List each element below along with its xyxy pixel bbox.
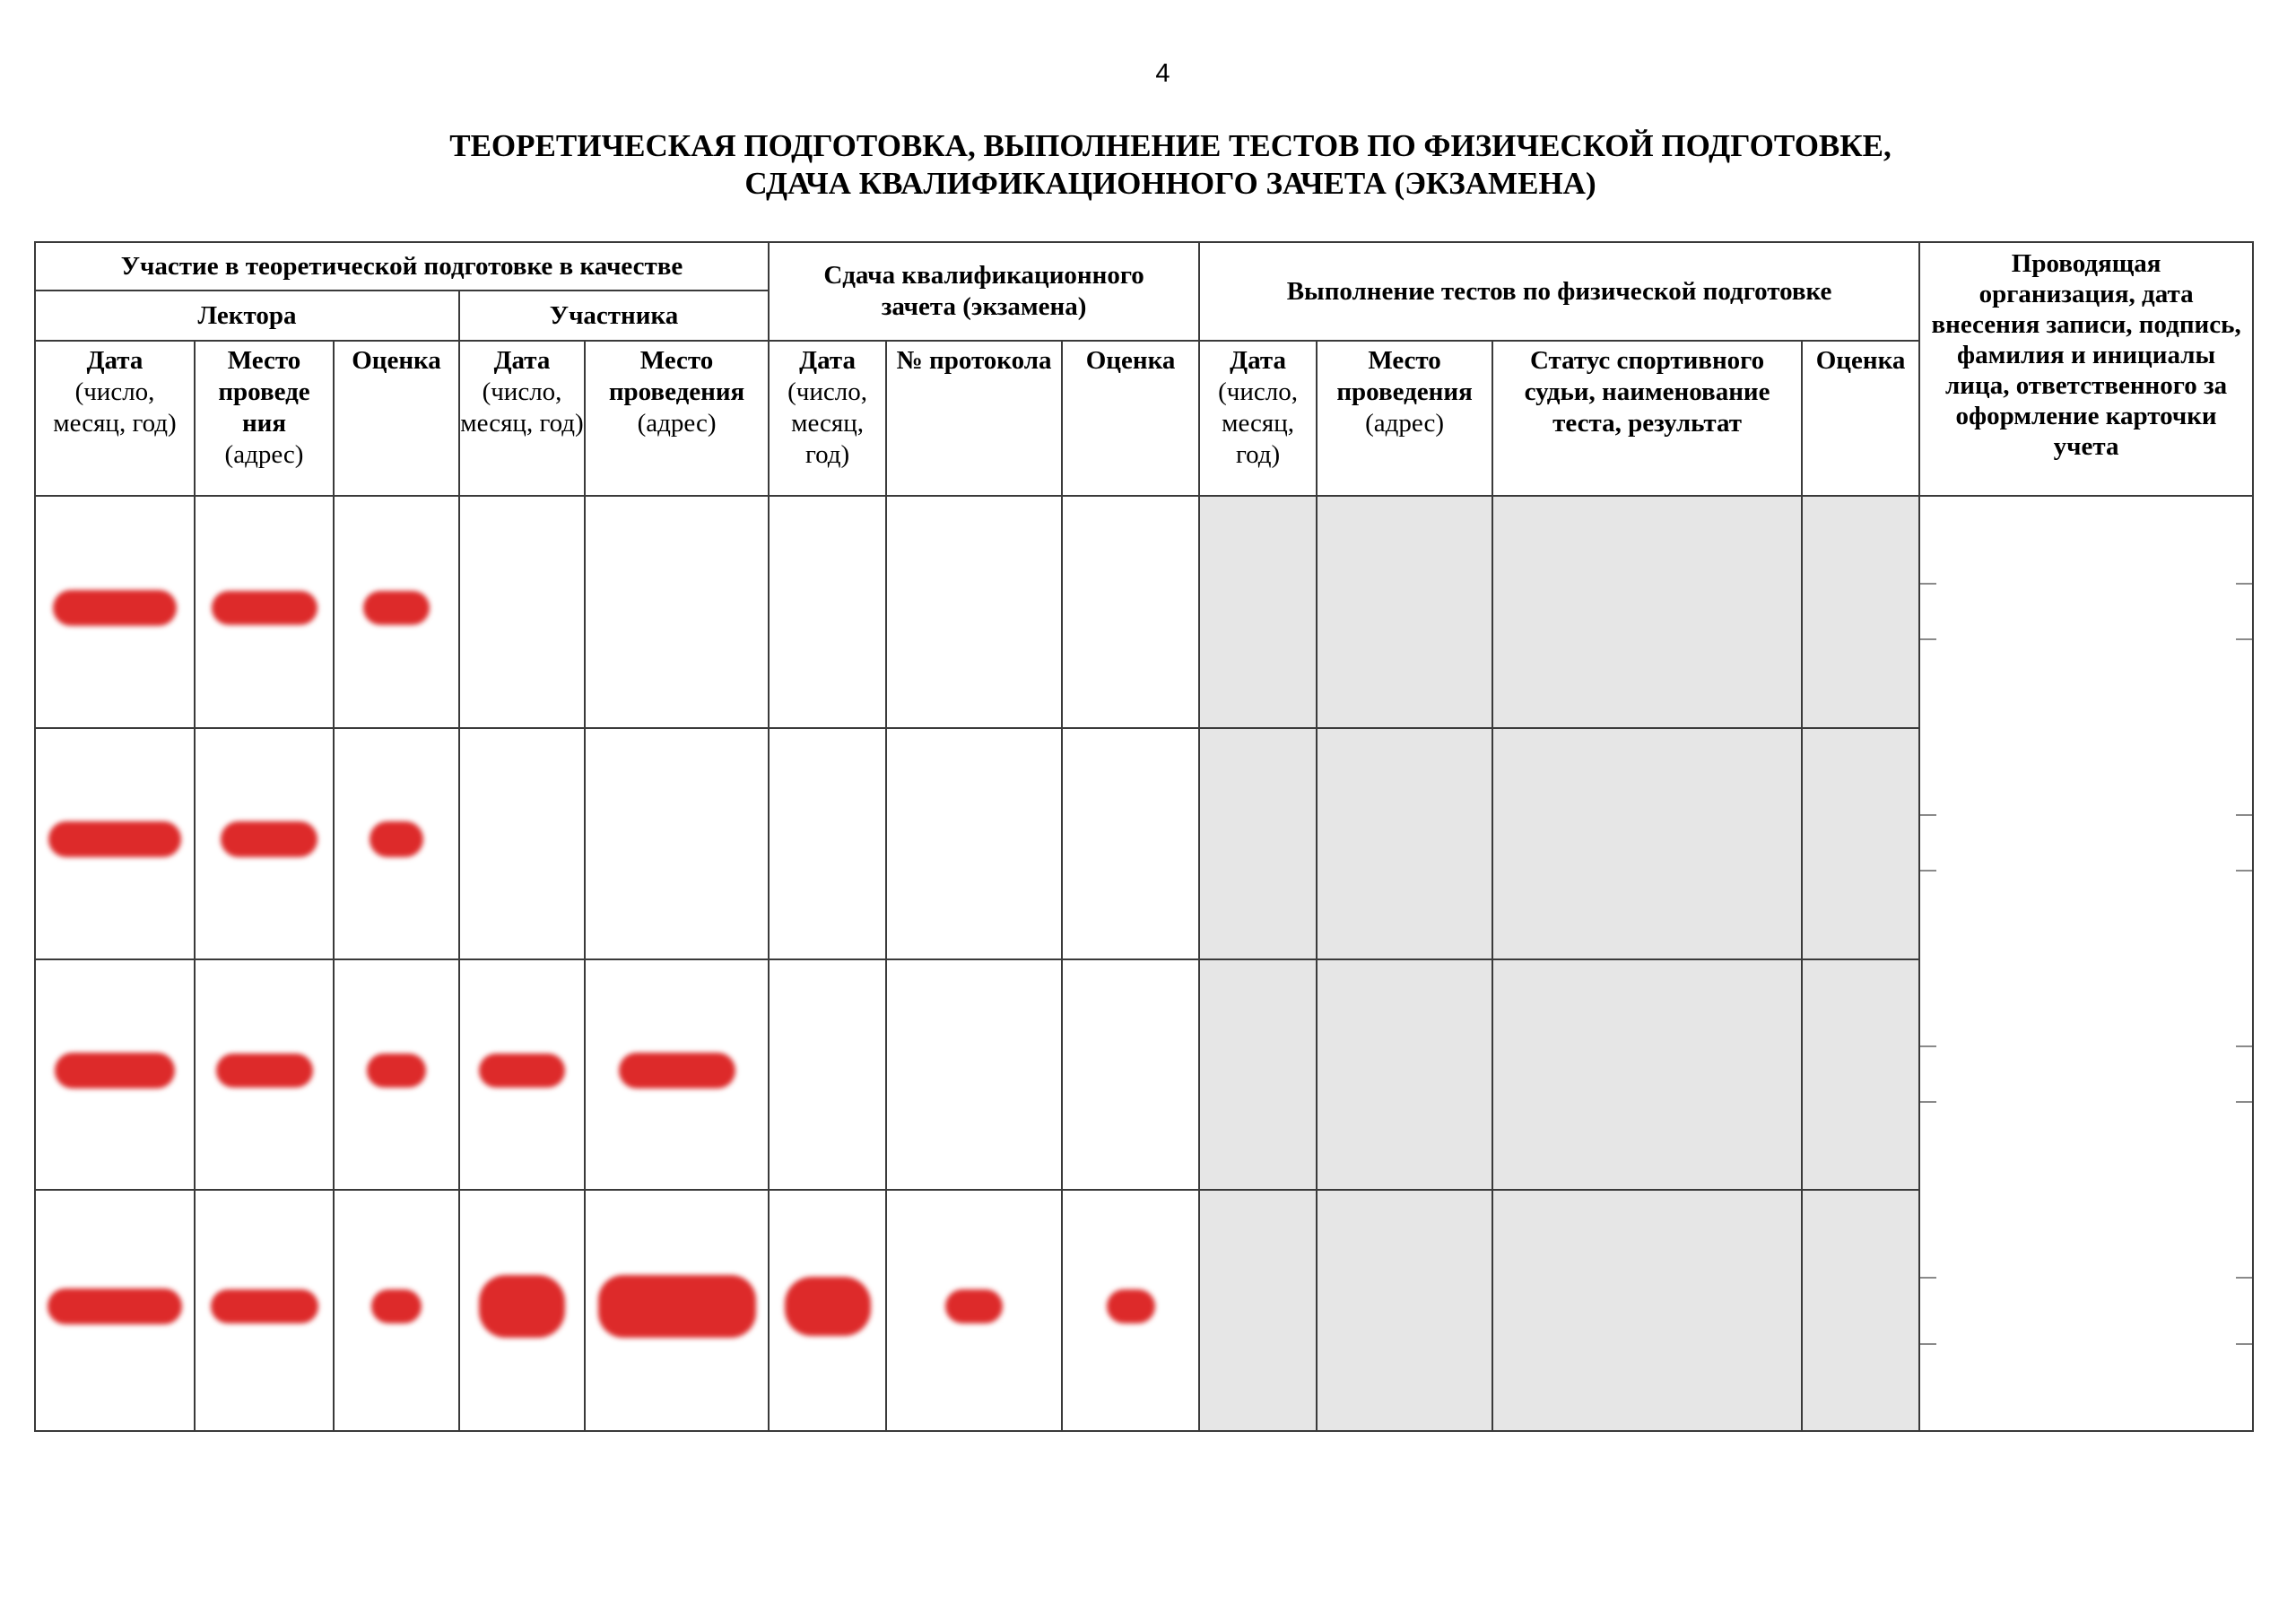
- cell-lecturer-date: [35, 1190, 195, 1431]
- redaction-mark: [598, 1275, 756, 1338]
- redaction-mark: [53, 590, 177, 626]
- cell-physical-place: [1317, 728, 1492, 960]
- title-line-2: СДАЧА КВАЛИФИКАЦИОННОГО ЗАЧЕТА (ЭКЗАМЕНА): [744, 166, 1596, 201]
- col-physical-status: Статус спортивного судьи, наименование теста, результат: [1492, 341, 1802, 496]
- col-participant-date: Дата (число, месяц, год): [459, 341, 585, 496]
- cell-physical-score: [1802, 496, 1919, 728]
- col-lecturer-place: Место проведе ния (адрес): [195, 341, 334, 496]
- header-exam-group: Сдача квалификационного зачета (экзамена): [769, 242, 1199, 341]
- redaction-mark: [367, 1054, 426, 1088]
- redaction-mark: [211, 1289, 318, 1323]
- cell-physical-place: [1317, 496, 1492, 728]
- cell-exam-score: [1062, 1190, 1199, 1431]
- cell-physical-place: [1317, 1190, 1492, 1431]
- cell-exam-protocol: [886, 959, 1062, 1190]
- cell-physical-date: [1199, 496, 1317, 728]
- cell-lecturer-date: [35, 496, 195, 728]
- redaction-mark: [216, 1054, 313, 1088]
- cell-participant-place: [585, 496, 769, 728]
- cell-lecturer-score: [334, 496, 459, 728]
- cell-physical-place: [1317, 959, 1492, 1190]
- col-physical-score: Оценка: [1802, 341, 1919, 496]
- cell-physical-score: [1802, 728, 1919, 960]
- header-theory-group: Участие в теоретической подготовке в качестве: [35, 242, 769, 291]
- redaction-mark: [363, 591, 430, 625]
- col-exam-protocol: № протокола: [886, 341, 1062, 496]
- cell-physical-status: [1492, 728, 1802, 960]
- training-record-table: [34, 241, 2254, 1432]
- cell-physical-status: [1492, 1190, 1802, 1431]
- cell-exam-date: [769, 1190, 886, 1431]
- document-title: [0, 127, 2296, 203]
- header-lecturer: Лектора: [35, 291, 459, 341]
- cell-exam-protocol: [886, 728, 1062, 960]
- cell-lecturer-date: [35, 728, 195, 960]
- cell-participant-place: [585, 728, 769, 960]
- cell-physical-date: [1199, 959, 1317, 1190]
- redaction-mark: [221, 821, 317, 857]
- cell-exam-protocol: [886, 496, 1062, 728]
- redaction-mark: [785, 1277, 871, 1336]
- cell-physical-score: [1802, 959, 1919, 1190]
- col-lecturer-score: Оценка: [334, 341, 459, 496]
- col-lecturer-date: Дата (число, месяц, год): [35, 341, 195, 496]
- cell-exam-date: [769, 959, 886, 1190]
- cell-exam-protocol: [886, 1190, 1062, 1431]
- header-organization: Проводящая организация, дата внесения записи, подпись, фамилия и инициалы лица, ответственного за оформление карточки учета: [1919, 242, 2253, 496]
- redaction-mark: [212, 591, 317, 625]
- col-physical-date: Дата (число, месяц, год): [1199, 341, 1317, 496]
- redaction-mark: [619, 1053, 735, 1089]
- cell-physical-status: [1492, 959, 1802, 1190]
- cell-lecturer-date: [35, 959, 195, 1190]
- cell-physical-date: [1199, 1190, 1317, 1431]
- redaction-mark: [48, 1288, 182, 1324]
- cell-lecturer-place: [195, 496, 334, 728]
- redaction-mark: [48, 821, 181, 857]
- header-participant: Участника: [459, 291, 769, 341]
- cell-exam-score: [1062, 959, 1199, 1190]
- cell-physical-status: [1492, 496, 1802, 728]
- cell-participant-place: [585, 959, 769, 1190]
- redaction-mark: [371, 1289, 422, 1323]
- col-exam-score: Оценка: [1062, 341, 1199, 496]
- redaction-mark: [1107, 1289, 1155, 1323]
- redaction-mark: [479, 1054, 565, 1088]
- col-participant-place: Место проведения (адрес): [585, 341, 769, 496]
- cell-participant-date: [459, 1190, 585, 1431]
- page-number: 4: [1155, 59, 1170, 88]
- cell-exam-score: [1062, 496, 1199, 728]
- table-row: [35, 496, 2253, 728]
- cell-exam-score: [1062, 728, 1199, 960]
- cell-participant-date: [459, 959, 585, 1190]
- header-physical-group: Выполнение тестов по физической подготовке: [1199, 242, 1919, 341]
- cell-lecturer-score: [334, 959, 459, 1190]
- cell-organization: [1919, 496, 2253, 1431]
- cell-participant-place: [585, 1190, 769, 1431]
- redaction-mark: [55, 1053, 175, 1089]
- cell-physical-date: [1199, 728, 1317, 960]
- title-line-1: ТЕОРЕТИЧЕСКАЯ ПОДГОТОВКА, ВЫПОЛНЕНИЕ ТЕСТОВ ПО ФИЗИЧЕСКОЙ ПОДГОТОВКЕ,: [449, 128, 1892, 163]
- cell-exam-date: [769, 728, 886, 960]
- cell-participant-date: [459, 496, 585, 728]
- redaction-mark: [945, 1289, 1003, 1323]
- cell-lecturer-score: [334, 1190, 459, 1431]
- cell-lecturer-place: [195, 728, 334, 960]
- redaction-mark: [370, 821, 423, 857]
- cell-participant-date: [459, 728, 585, 960]
- col-exam-date: Дата (число, месяц, год): [769, 341, 886, 496]
- cell-physical-score: [1802, 1190, 1919, 1431]
- col-physical-place: Место проведения (адрес): [1317, 341, 1492, 496]
- cell-lecturer-score: [334, 728, 459, 960]
- cell-lecturer-place: [195, 959, 334, 1190]
- cell-exam-date: [769, 496, 886, 728]
- organization-signature-area: [1920, 497, 2252, 1430]
- cell-lecturer-place: [195, 1190, 334, 1431]
- redaction-mark: [479, 1275, 565, 1338]
